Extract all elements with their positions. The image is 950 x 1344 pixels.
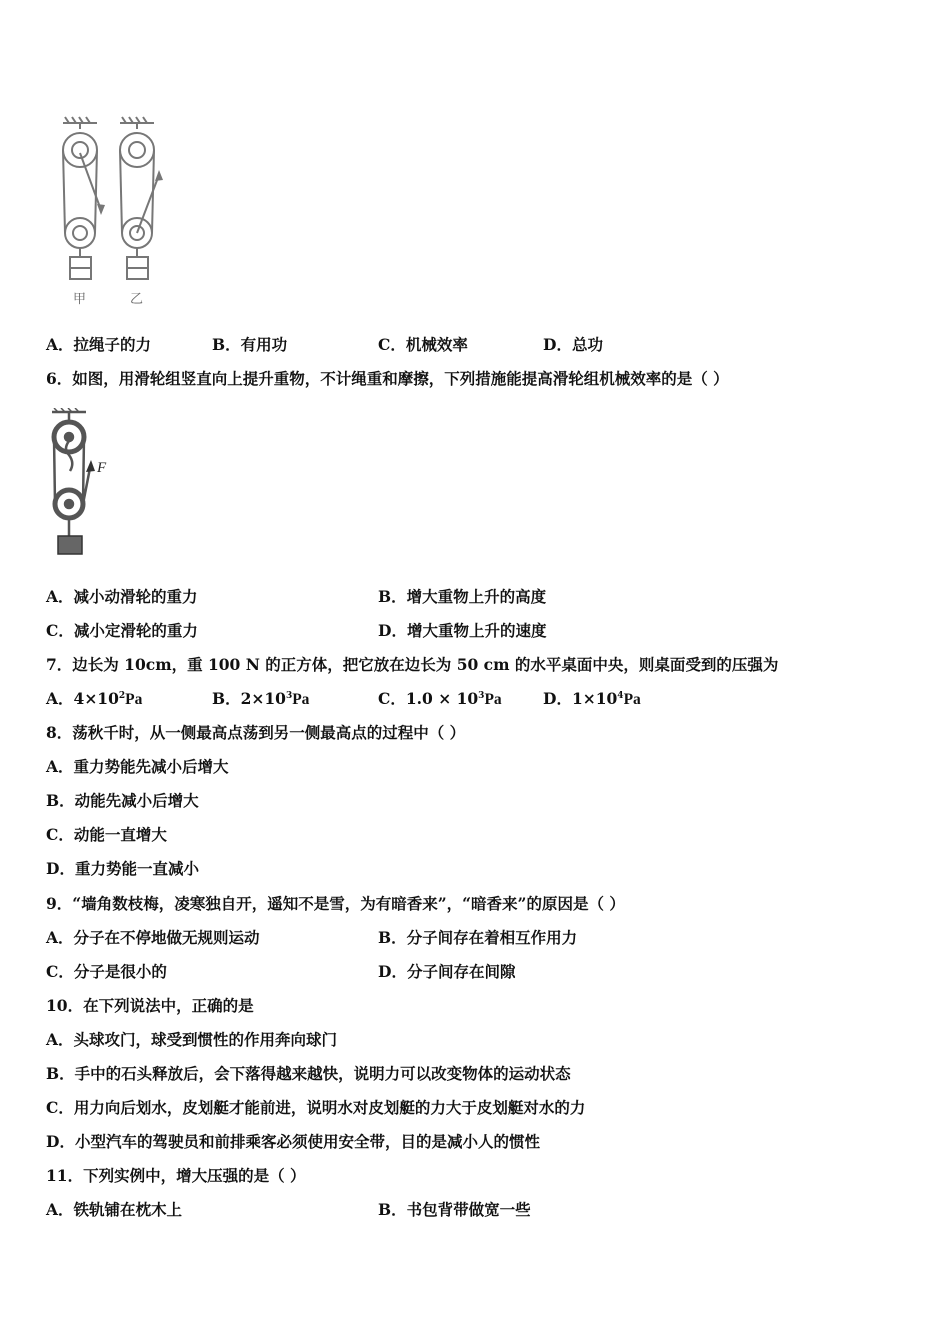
option-key: B． <box>212 335 241 354</box>
option-key: A． <box>46 689 74 708</box>
q7-option-d[interactable] <box>543 689 641 710</box>
q5-option-b[interactable] <box>212 335 287 355</box>
option-key: C． <box>46 962 74 981</box>
force-label-f: F <box>97 460 107 476</box>
q7-option-b[interactable] <box>212 689 309 710</box>
option-key: A． <box>46 587 74 606</box>
option-key: D． <box>543 335 572 354</box>
option-key: D． <box>378 962 407 981</box>
q7-stem: 7．边长为 10cm，重 100 N 的正方体，把它放在边长为 50 cm 的水平桌面中央，则桌面受到的压强为 <box>46 655 779 674</box>
option-text: 减小定滑轮的重力 <box>73 621 198 640</box>
option-key: B． <box>378 1200 407 1219</box>
q6-option-c[interactable] <box>46 621 198 641</box>
q8-option-d[interactable] <box>46 859 199 879</box>
option-key: A． <box>46 928 74 947</box>
q10-option-c[interactable] <box>46 1098 585 1118</box>
option-unit: Pa <box>125 691 143 708</box>
option-key: B． <box>378 587 407 606</box>
option-key: A． <box>46 757 74 776</box>
option-text: 头球攻门，球受到惯性的作用奔向球门 <box>73 1030 338 1049</box>
option-exponent: 3 <box>285 691 293 701</box>
q6-option-b[interactable] <box>378 587 546 607</box>
figure-label-jia: 甲 <box>73 292 87 307</box>
option-text: 分子间存在着相互作用力 <box>406 928 578 947</box>
q6-option-d[interactable] <box>378 621 546 641</box>
option-text: 书包背带做宽一些 <box>406 1200 531 1219</box>
option-text: 小型汽车的驾驶员和前排乘客必须使用安全带，目的是减小人的惯性 <box>74 1132 540 1151</box>
q9-option-d[interactable] <box>378 962 515 982</box>
option-text: 用力向后划水，皮划艇才能前进，说明水对皮划艇的力大于皮划艇对水的力 <box>73 1098 586 1117</box>
option-text: 分子在不停地做无规则运动 <box>73 928 260 947</box>
option-coefficient: 4×10 <box>73 689 119 708</box>
option-text: 增大重物上升的高度 <box>406 587 547 606</box>
option-unit: Pa <box>292 691 310 708</box>
option-text: 重力势能先减小后增大 <box>73 757 229 776</box>
option-text: 手中的石头释放后，会下落得越来越快，说明力可以改变物体的运动状态 <box>74 1064 571 1083</box>
figure-label-yi: 乙 <box>130 292 144 307</box>
q7-option-c[interactable] <box>378 689 502 710</box>
pulley-figure-q6 <box>48 408 128 560</box>
q5-option-c[interactable] <box>378 335 468 355</box>
option-coefficient: 1.0 × 10 <box>405 689 479 708</box>
option-key: C． <box>46 825 74 844</box>
q10-option-a[interactable] <box>46 1030 337 1050</box>
q8-option-c[interactable] <box>46 825 167 845</box>
q11-option-a[interactable] <box>46 1200 182 1220</box>
option-text: 机械效率 <box>405 335 468 354</box>
option-exponent: 4 <box>617 691 624 701</box>
option-exponent: 2 <box>118 691 126 701</box>
q6-option-a[interactable] <box>46 587 198 607</box>
option-key: C． <box>46 621 74 640</box>
q5-option-a[interactable] <box>46 335 151 355</box>
option-text: 铁轨铺在枕木上 <box>73 1200 183 1219</box>
q11-stem: 11．下列实例中，增大压强的是（ ） <box>46 1166 306 1185</box>
option-text: 有用功 <box>240 335 288 354</box>
option-text: 分子间存在间隙 <box>406 962 516 981</box>
option-unit: Pa <box>623 691 641 708</box>
q10-stem: 10．在下列说法中，正确的是 <box>46 996 254 1015</box>
option-key: A． <box>46 1200 74 1219</box>
q5-option-d[interactable] <box>543 335 603 355</box>
option-key: D． <box>46 1132 75 1151</box>
option-key: D． <box>378 621 407 640</box>
option-text: 分子是很小的 <box>73 962 167 981</box>
q10-option-b[interactable] <box>46 1064 571 1084</box>
option-text: 动能先减小后增大 <box>74 791 199 810</box>
q9-option-c[interactable] <box>46 962 167 982</box>
q6-stem: 6．如图，用滑轮组竖直向上提升重物，不计绳重和摩擦，下列措施能提高滑轮组机械效率的是（ ） <box>46 369 729 388</box>
option-key: B． <box>46 1064 75 1083</box>
q7-option-a[interactable] <box>46 689 142 710</box>
option-key: B． <box>46 791 75 810</box>
option-key: A． <box>46 335 74 354</box>
q8-option-a[interactable] <box>46 757 229 777</box>
option-key: D． <box>543 689 572 708</box>
option-text: 总功 <box>571 335 603 354</box>
option-key: B． <box>212 689 241 708</box>
option-unit: Pa <box>484 691 502 708</box>
option-text: 拉绳子的力 <box>73 335 152 354</box>
option-key: C． <box>378 689 406 708</box>
q8-stem: 8．荡秋千时，从一侧最高点荡到另一侧最高点的过程中（ ） <box>46 723 466 742</box>
option-text: 减小动滑轮的重力 <box>73 587 198 606</box>
option-key: A． <box>46 1030 74 1049</box>
option-key: C． <box>378 335 406 354</box>
q9-option-a[interactable] <box>46 928 260 948</box>
option-exponent: 3 <box>478 691 485 701</box>
q11-option-b[interactable] <box>378 1200 531 1220</box>
option-text: 增大重物上升的速度 <box>406 621 547 640</box>
q9-stem: 9．“墙角数枝梅，凌寒独自开，遥知不是雪，为有暗香来”，“暗香来”的原因是（ ） <box>46 894 625 913</box>
option-coefficient: 2×10 <box>240 689 286 708</box>
option-coefficient: 1×10 <box>571 689 618 708</box>
q9-option-b[interactable] <box>378 928 577 948</box>
q8-option-b[interactable] <box>46 791 199 811</box>
option-key: D． <box>46 859 75 878</box>
option-text: 动能一直增大 <box>73 825 167 844</box>
pulley-figure-jia-yi <box>55 115 170 310</box>
option-key: B． <box>378 928 407 947</box>
q10-option-d[interactable] <box>46 1132 540 1152</box>
option-key: C． <box>46 1098 74 1117</box>
option-text: 重力势能一直减小 <box>74 859 199 878</box>
